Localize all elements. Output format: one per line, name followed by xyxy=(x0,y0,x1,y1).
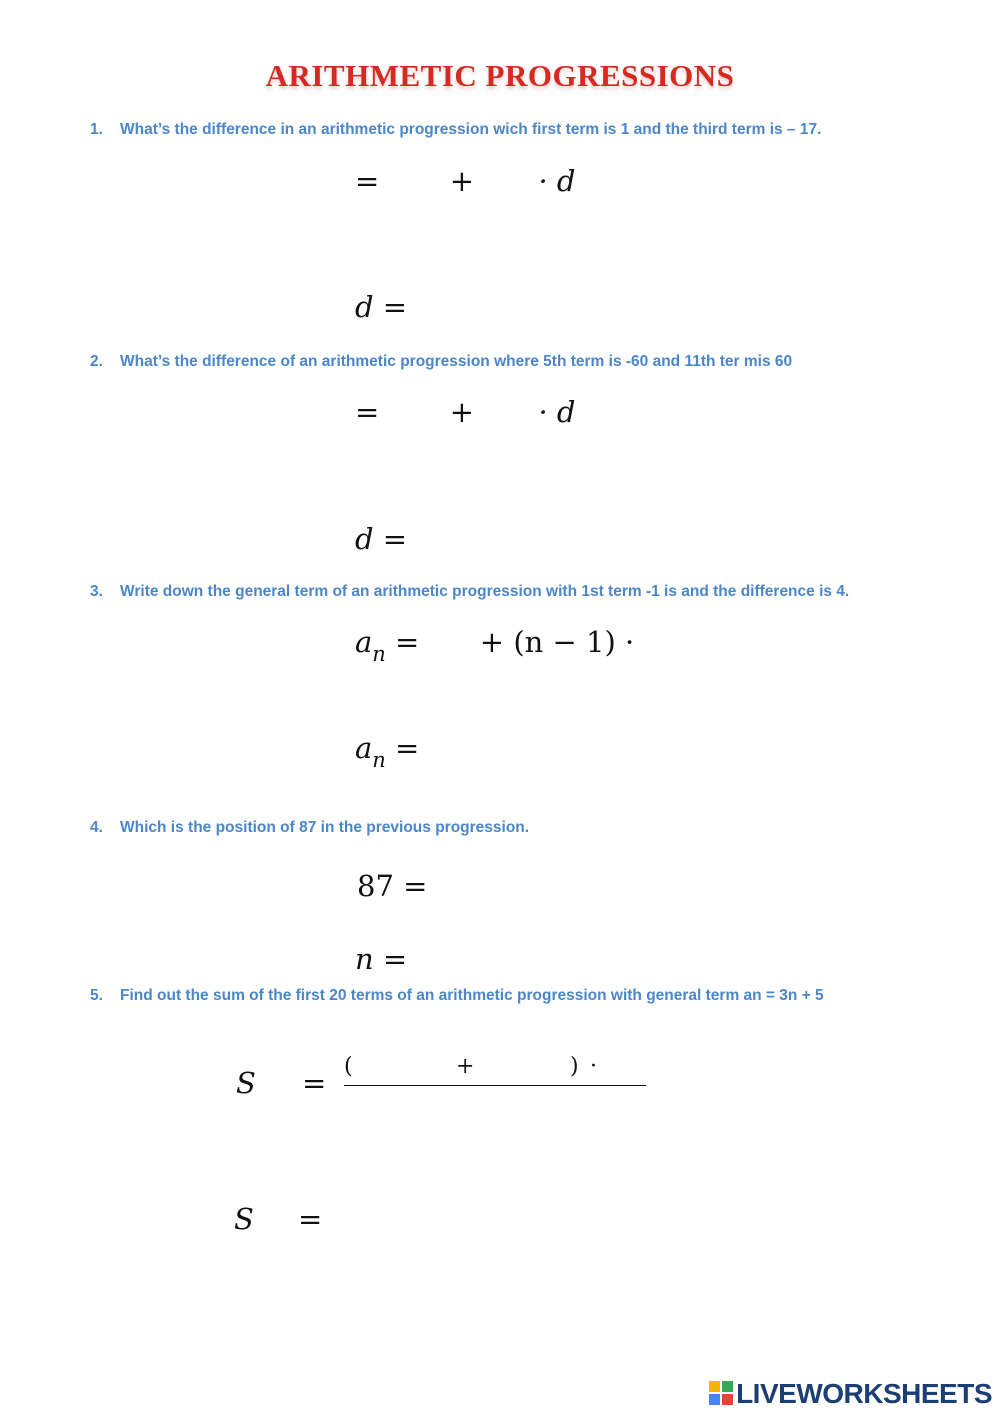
equals-sign: = xyxy=(382,942,408,976)
question-number: 3. xyxy=(90,583,103,600)
question-1 xyxy=(90,121,821,139)
question-number: 5. xyxy=(90,987,103,1004)
equals-sign: = xyxy=(298,1202,323,1236)
q3-equation-2 xyxy=(355,731,509,772)
question-4 xyxy=(90,819,529,837)
times-dot: · xyxy=(590,1054,597,1079)
equals-sign: = xyxy=(355,164,380,198)
question-text: Write down the general term of an arithmetic progression with 1st term -1 is and the difference is 4. xyxy=(120,583,850,600)
times-d: · d xyxy=(538,164,576,198)
variable-n: n xyxy=(355,942,374,976)
variable-a: a xyxy=(355,731,373,765)
variable-d: d xyxy=(355,290,374,324)
equals-sign: = xyxy=(395,625,420,659)
plus-sign: + xyxy=(456,1054,475,1079)
general-term-rest: + (n − 1) · xyxy=(479,625,635,659)
plus-sign: + xyxy=(449,164,475,198)
question-text: What’s the difference in an arithmetic progression wich first term is 1 and the third term is – 17. xyxy=(120,121,822,138)
logo-text: LIVEWORKSHEETS xyxy=(736,1378,992,1409)
answer-blank[interactable] xyxy=(440,1092,540,1120)
equals-sign: = xyxy=(355,395,380,429)
question-number: 2. xyxy=(90,353,103,370)
question-number: 1. xyxy=(90,121,103,138)
answer-blank[interactable] xyxy=(356,1056,452,1082)
equals-sign: = xyxy=(395,731,420,765)
question-3 xyxy=(90,583,849,601)
answer-blank[interactable] xyxy=(480,1056,566,1082)
fraction-line xyxy=(344,1085,646,1086)
answer-blank[interactable] xyxy=(340,1202,440,1236)
subscript-n: n xyxy=(372,748,386,772)
q4-equation-1 xyxy=(357,869,517,903)
equation-lhs: 87 = xyxy=(357,869,428,903)
liveworksheets-logo xyxy=(709,1378,992,1410)
equals-sign: = xyxy=(382,290,408,324)
times-d: · d xyxy=(538,395,576,429)
page-title: ARITHMETIC PROGRESSIONS xyxy=(265,58,735,93)
close-paren: ) xyxy=(570,1054,579,1079)
open-paren: ( xyxy=(344,1054,353,1079)
equals-sign: = xyxy=(382,522,408,556)
q2-equation-1 xyxy=(355,395,576,429)
variable-a: a xyxy=(355,625,373,659)
q3-equation-1 xyxy=(355,625,635,666)
question-2 xyxy=(90,353,792,371)
liveworksheets-icon xyxy=(709,1380,733,1404)
question-text: Find out the sum of the first 20 terms of an arithmetic progression with general term an = 3n + 5 xyxy=(120,987,824,1004)
sum-symbol: S xyxy=(236,1066,256,1100)
q1-equation-2 xyxy=(355,290,496,324)
q4-equation-2 xyxy=(355,942,496,976)
question-number: 4. xyxy=(90,819,103,836)
variable-d: d xyxy=(355,522,374,556)
subscript-n: n xyxy=(372,642,386,666)
q2-equation-2 xyxy=(355,522,496,556)
equals-sign: = xyxy=(302,1066,327,1100)
sum-symbol: S xyxy=(234,1202,254,1236)
q1-equation-1 xyxy=(355,164,576,198)
question-5 xyxy=(90,987,824,1005)
question-text: Which is the position of 87 in the previous progression. xyxy=(120,819,530,836)
plus-sign: + xyxy=(449,395,475,429)
question-text: What’s the difference of an arithmetic progression where 5th term is -60 and 11th ter mis 60 xyxy=(120,353,793,370)
